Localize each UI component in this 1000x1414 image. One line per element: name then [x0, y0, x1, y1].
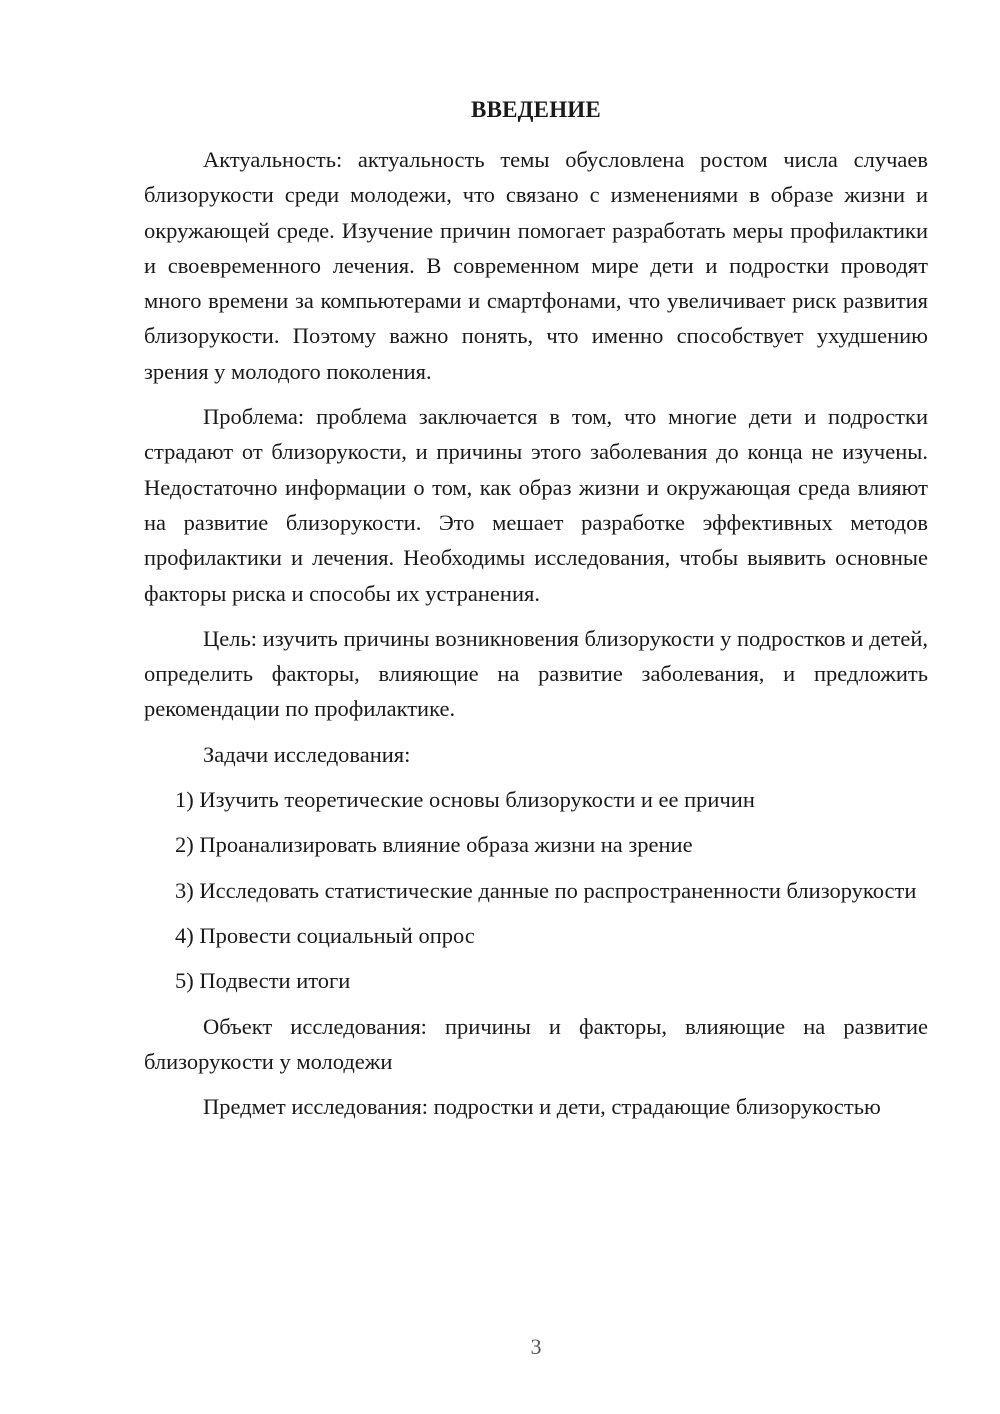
- problem-paragraph: Проблема: проблема заключается в том, что многие дети и подростки страдают от близорукости, и причины этого заболевания до конца не изучены. Недостаточно информации о том, как образ жизни и окружающая среда влияют на развитие близорукости. Это мешает разработке эффективных методов профилактики и лечения. Необходимы исследования, чтобы выявить основные факторы риска и способы их устранения.: [144, 404, 928, 606]
- document-body: [144, 142, 928, 1134]
- task-item: 1) Изучить теоретические основы близорукости и ее причин: [175, 787, 755, 813]
- task-item: 2) Проанализировать влияние образа жизни на зрение: [175, 832, 693, 858]
- page-number: 3: [530, 1334, 542, 1359]
- tasks-heading: Задачи исследования:: [203, 741, 411, 767]
- task-item: 3) Исследовать статистические данные по распространенности близорукости: [175, 877, 917, 903]
- document-page: [144, 0, 928, 1414]
- subject-paragraph: Предмет исследования: подростки и дети, страдающие близорукостью: [203, 1094, 881, 1120]
- task-item: 4) Провести социальный опрос: [175, 922, 475, 948]
- goal-paragraph: Цель: изучить причины возникновения близорукости у подростков и детей, определить факторы, влияющие на развитие заболевания, и предложить рекомендации по профилактике.: [144, 625, 928, 722]
- object-paragraph: Объект исследования: причины и факторы, влияющие на развитие близорукости у молодежи: [144, 1013, 928, 1074]
- section-title: ВВЕДЕНИЕ: [471, 97, 601, 122]
- task-item: 5) Подвести итоги: [175, 968, 351, 994]
- relevance-paragraph: Актуальность: актуальность темы обусловлена ростом числа случаев близорукости среди молодежи, что связано с изменениями в образе жизни и окружающей среде. Изучение причин помогает разработать меры профилактики и своевременного лечения. В современном мире дети и подростки проводят много времени за компьютерами и смартфонами, что увеличивает риск развития близорукости. Поэтому важно понять, что именно способствует ухудшению зрения у молодого поколения.: [144, 147, 928, 384]
